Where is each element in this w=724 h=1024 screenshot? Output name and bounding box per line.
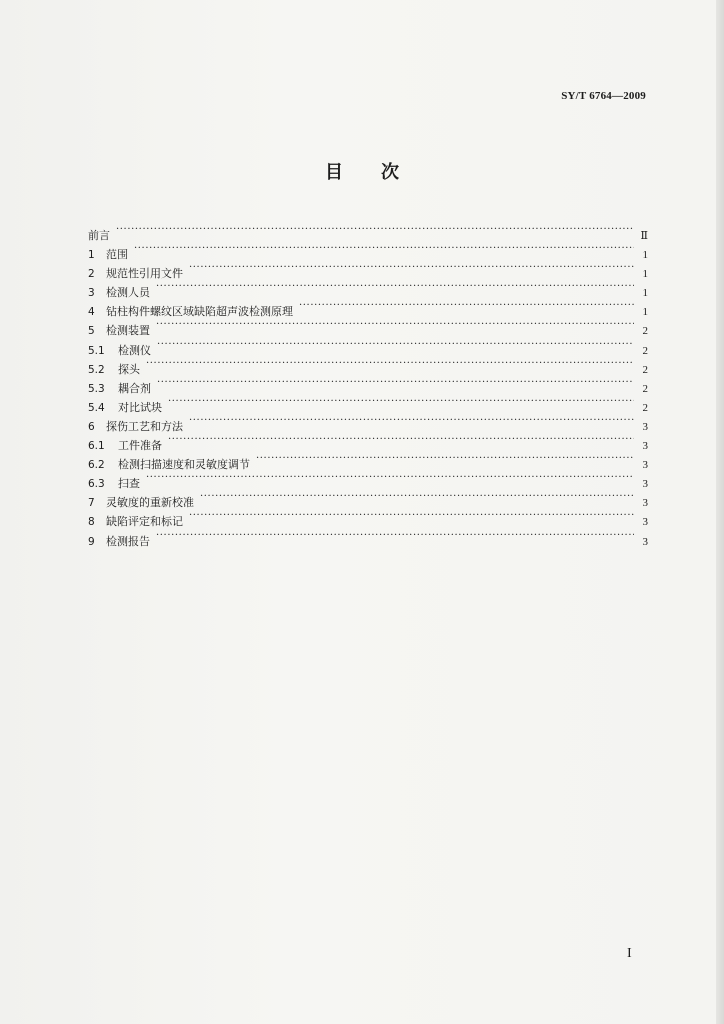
- toc-dot-leader: [168, 392, 634, 411]
- toc-entry-number: 5.1: [88, 344, 105, 357]
- toc-entry-page: 3: [642, 497, 648, 510]
- toc-entry: [88, 526, 648, 548]
- toc-entry: [88, 487, 648, 510]
- toc-title: 目次: [325, 162, 437, 183]
- toc-entry-label: 检测仪: [118, 343, 151, 357]
- toc-entry-number: 6: [88, 420, 95, 433]
- toc-entry: [88, 430, 648, 453]
- toc-entry-label: 规范性引用文件: [106, 267, 183, 281]
- toc-dot-leader: [116, 220, 634, 239]
- toc-dot-leader: [156, 277, 634, 296]
- table-of-contents: [88, 220, 648, 548]
- toc-entry: [88, 411, 648, 433]
- toc-entry-number: 3: [88, 287, 95, 300]
- toc-dot-leader: [189, 411, 634, 430]
- toc-entry-page: 3: [642, 459, 648, 472]
- toc-entry: [88, 354, 648, 376]
- toc-entry-page: 2: [642, 382, 648, 395]
- toc-dot-leader: [157, 335, 634, 354]
- toc-dot-leader: [146, 354, 634, 373]
- toc-entry-number: 1: [88, 249, 95, 262]
- toc-entry: [88, 449, 648, 472]
- toc-entry: [88, 373, 648, 395]
- toc-entry-label: 耦合剂: [118, 381, 151, 395]
- toc-entry: [88, 239, 648, 262]
- toc-dot-leader: [156, 315, 634, 334]
- toc-entry-label: 灵敏度的重新校准: [106, 496, 194, 510]
- toc-entry: [88, 468, 648, 491]
- toc-entry-label: 检测人员: [106, 286, 150, 300]
- standard-number: SY/T 6764—2009: [561, 90, 646, 102]
- toc-entry: [88, 296, 648, 319]
- toc-entry-number: 6.1: [88, 440, 105, 453]
- toc-dot-leader: [256, 449, 634, 468]
- toc-entry-page: 1: [642, 268, 648, 281]
- toc-entry-number: 9: [88, 535, 95, 548]
- toc-dot-leader: [156, 526, 634, 545]
- toc-entry-label: 探伤工艺和方法: [106, 419, 183, 433]
- toc-entry-number: 7: [88, 497, 95, 510]
- toc-entry-label: 对比试块: [118, 400, 162, 414]
- toc-dot-leader: [168, 430, 634, 449]
- toc-entry-label: 检测扫描速度和灵敏度调节: [118, 458, 250, 472]
- toc-entry-label: 前言: [88, 229, 110, 242]
- toc-entry-page: 1: [642, 249, 648, 262]
- toc-entry-page: 2: [642, 325, 648, 338]
- toc-entry-number: 6.3: [88, 478, 105, 491]
- toc-entry-label: 检测装置: [106, 324, 150, 338]
- toc-entry-page: 3: [642, 516, 648, 529]
- toc-entry-number: 2: [88, 268, 95, 281]
- toc-dot-leader: [200, 487, 634, 506]
- toc-entry-number: 5: [88, 325, 95, 338]
- toc-entry-number: 6.2: [88, 459, 105, 472]
- toc-entry-page: 1: [642, 287, 648, 300]
- toc-entry-number: 5.2: [88, 363, 105, 376]
- toc-entry-page: 2: [642, 344, 648, 357]
- toc-entry-label: 缺陷评定和标记: [106, 515, 183, 529]
- toc-entry-page: 2: [642, 363, 648, 376]
- toc-dot-leader: [299, 296, 634, 315]
- toc-entry-page: 3: [642, 440, 648, 453]
- toc-entry: [88, 258, 648, 281]
- toc-entry-page: 3: [642, 478, 648, 491]
- toc-dot-leader: [189, 258, 634, 277]
- toc-entry-page: Ⅱ: [640, 230, 648, 242]
- toc-entry-label: 扫查: [118, 477, 140, 491]
- toc-entry-page: 3: [642, 535, 648, 548]
- toc-entry-page: 2: [642, 401, 648, 414]
- toc-entry-label: 范围: [106, 248, 128, 262]
- toc-entry: [88, 277, 648, 300]
- toc-entry-label: 探头: [118, 362, 140, 376]
- toc-dot-leader: [189, 506, 634, 525]
- page-edge-shadow: [716, 0, 724, 1024]
- toc-entry: [88, 335, 648, 357]
- toc-entry-number: 5.3: [88, 382, 105, 395]
- toc-entry: [88, 220, 648, 242]
- toc-dot-leader: [146, 468, 634, 487]
- page-number: I: [627, 946, 632, 961]
- toc-entry-label: 检测报告: [106, 534, 150, 548]
- toc-entry-number: 4: [88, 306, 95, 319]
- toc-entry-label: 工件准备: [118, 439, 162, 453]
- toc-dot-leader: [134, 239, 634, 258]
- toc-entry-page: 3: [642, 420, 648, 433]
- toc-entry: [88, 392, 648, 414]
- toc-entry: [88, 315, 648, 338]
- toc-entry-page: 1: [642, 306, 648, 319]
- toc-dot-leader: [157, 373, 634, 392]
- toc-entry-label: 钻柱构件螺纹区域缺陷超声波检测原理: [106, 305, 293, 319]
- toc-entry-number: 5.4: [88, 401, 105, 414]
- toc-entry-number: 8: [88, 516, 95, 529]
